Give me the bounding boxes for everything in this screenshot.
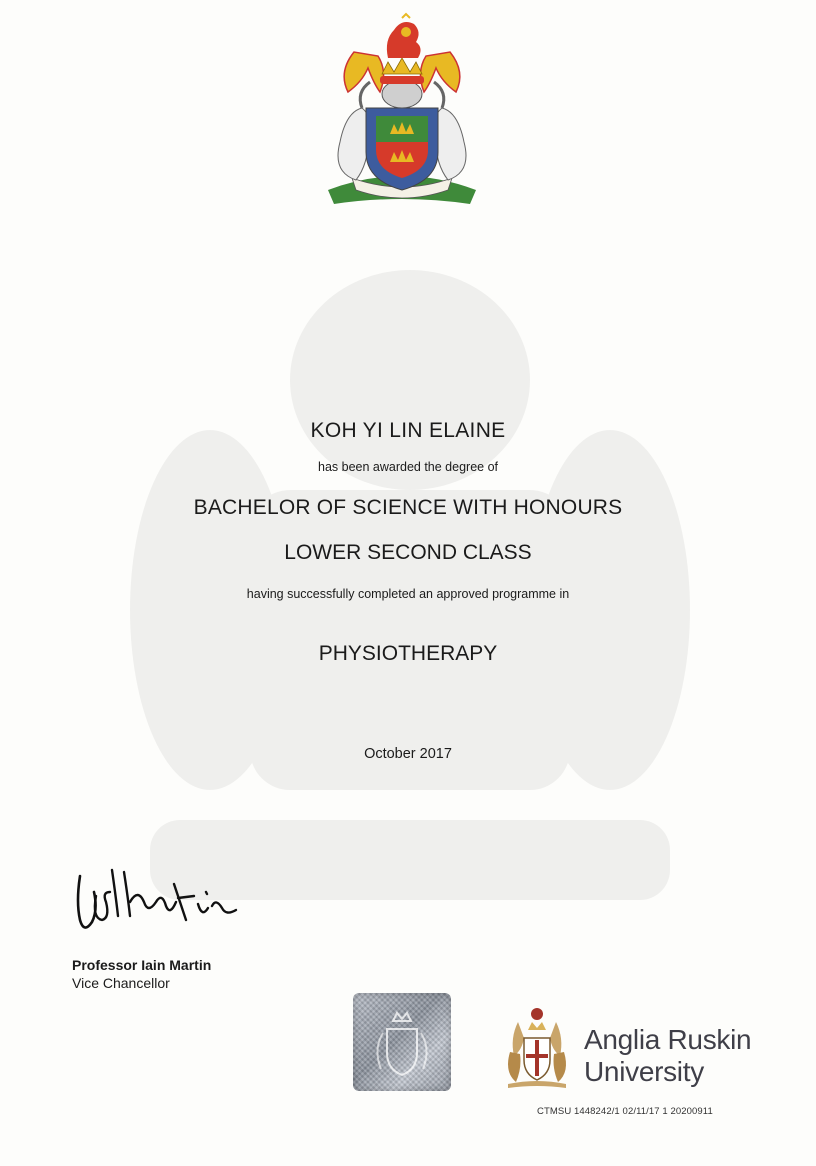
university-crest-icon xyxy=(502,1002,572,1090)
signatory-title: Vice Chancellor xyxy=(72,975,170,991)
signature-icon xyxy=(66,862,246,942)
programme-statement: having successfully completed an approved programme in xyxy=(246,587,570,601)
university-name-line1: Anglia Ruskin xyxy=(584,1024,752,1055)
programme-subject: PHYSIOTHERAPY xyxy=(318,642,498,665)
degree-classification: LOWER SECOND CLASS xyxy=(284,541,532,564)
recipient-name: KOH YI LIN ELAINE xyxy=(310,419,506,442)
signatory-name: Professor Iain Martin xyxy=(72,957,212,973)
award-date: October 2017 xyxy=(364,746,452,762)
watermark-crest-icon xyxy=(90,230,730,930)
security-hologram-icon xyxy=(353,993,451,1091)
university-name-line2: University xyxy=(584,1056,704,1087)
awarded-statement: has been awarded the degree of xyxy=(318,460,498,474)
coat-of-arms-icon xyxy=(318,12,486,210)
degree-title: BACHELOR OF SCIENCE WITH HONOURS xyxy=(193,496,623,519)
certificate-serial-number: CTMSU 1448242/1 02/11/17 1 20200911 xyxy=(537,1106,713,1117)
